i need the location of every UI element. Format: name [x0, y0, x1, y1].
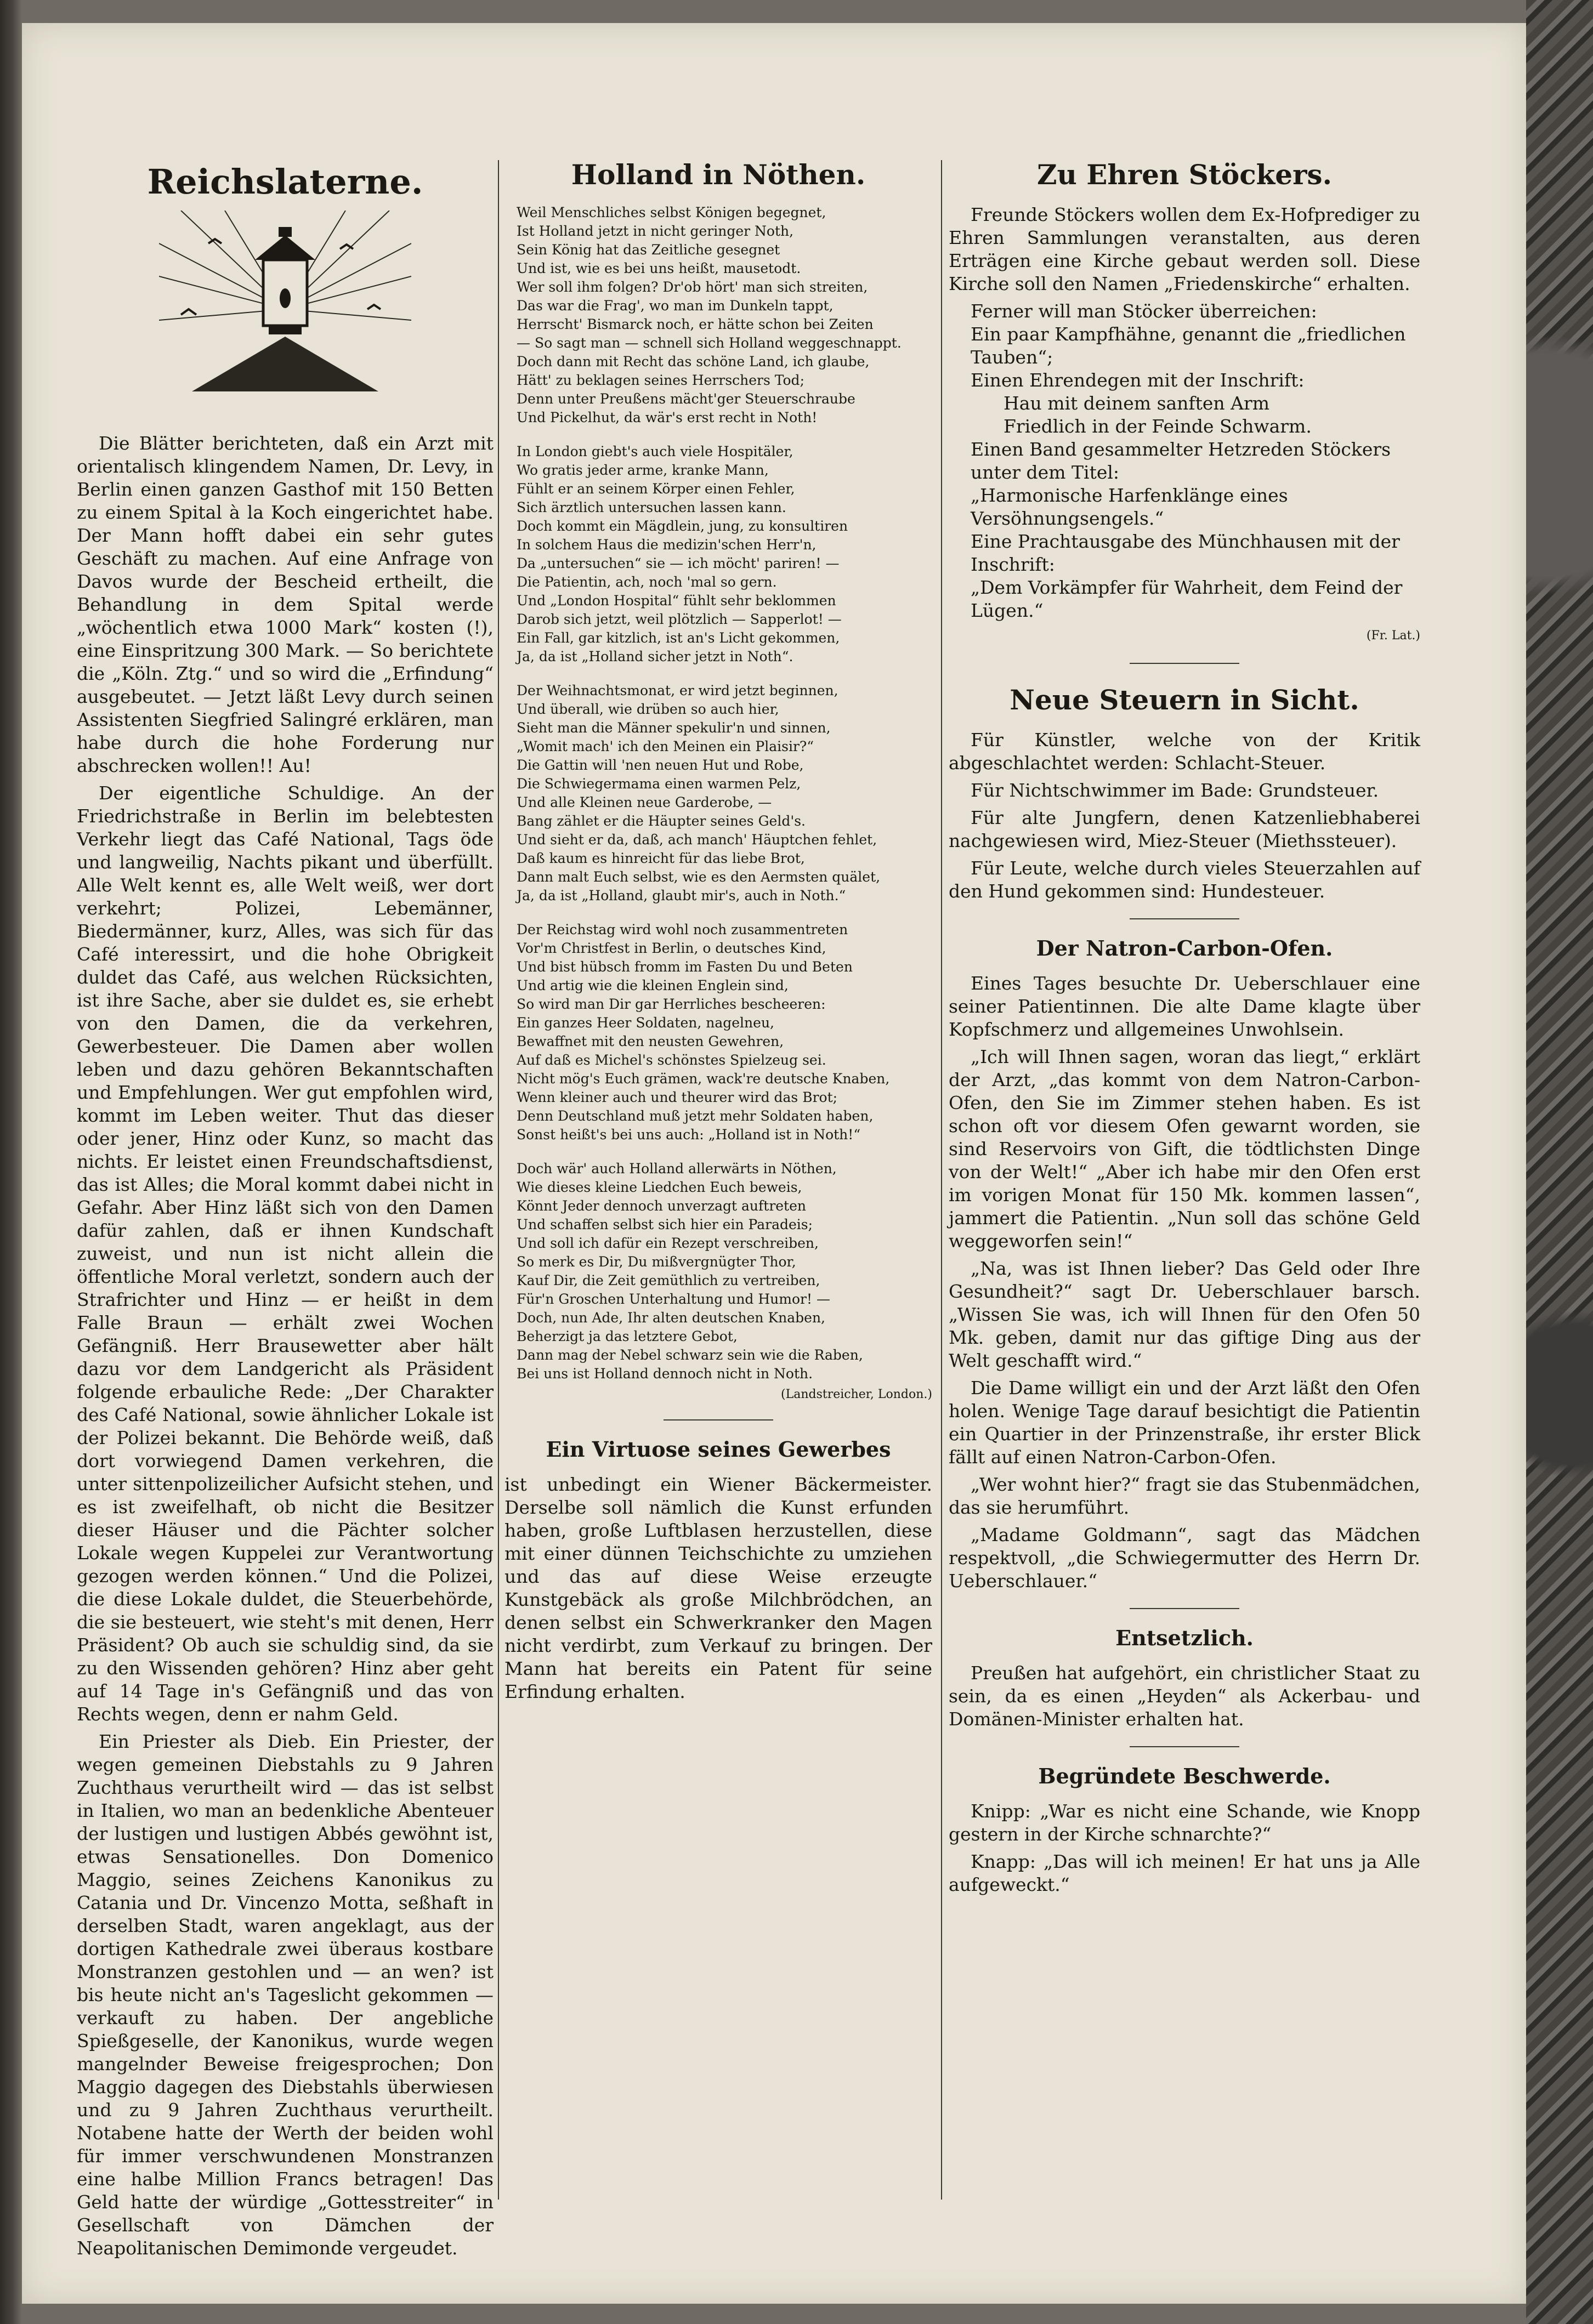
- steuern-paragraph: Für Künstler, welche von der Kritik abgeschlachtet werden: Schlacht-Steuer.: [949, 729, 1420, 774]
- poem-stanza: [517, 1160, 932, 1404]
- stoecker-credit: (Fr. Lat.): [1366, 629, 1420, 643]
- entsetzlich-title: Entsetzlich.: [1115, 1626, 1254, 1650]
- poem-line: Wie dieses kleine Liedchen Euch beweis,: [517, 1179, 802, 1195]
- ofen-paragraph: „Wer wohnt hier?“ fragt sie das Stubenmädchen, das sie herumführt.: [949, 1474, 1420, 1518]
- stoecker-line: „Harmonische Harfenklänge eines Versöhnungsengels.“: [971, 485, 1288, 529]
- column-left: [77, 160, 494, 2264]
- poem-line: Die Gattin will 'nen neuen Hut und Robe,: [517, 757, 804, 773]
- steuern-paragraph: Für Leute, welche durch vieles Steuerzahlen auf den Hund gekommen sind: Hundesteuer.: [949, 857, 1420, 902]
- poem-line: Doch kommt ein Mägdlein, jung, zu konsultiren: [517, 518, 848, 534]
- poem-line: Und ist, wie es bei uns heißt, mausetodt.: [517, 260, 801, 276]
- section-divider: [1130, 663, 1239, 664]
- holland-title: Holland in Nöthen.: [571, 158, 866, 191]
- poem-line: So wird man Dir gar Herrliches bescheeren:: [517, 996, 826, 1012]
- virtuose-title: Ein Virtuose seines Gewerbes: [546, 1437, 891, 1462]
- poem-line: Daß kaum es hinreicht für das liebe Brot,: [517, 850, 805, 866]
- holland-poem: [504, 203, 932, 1404]
- poem-line: Der Weihnachtsmonat, er wird jetzt beginnen,: [517, 683, 838, 698]
- poem-line: Ein ganzes Heer Soldaten, nagelneu,: [517, 1015, 774, 1031]
- poem-line: Für'n Groschen Unterhaltung und Humor! —: [517, 1291, 830, 1307]
- stoecker-intro: Freunde Stöckers wollen dem Ex-Hofprediger zu Ehren Sammlungen veranstalten, aus deren Erträgen eine Kirche gebaut werden soll. Diese Kirche soll den Namen „Friedenskirche“ erhalten.: [949, 204, 1420, 294]
- stoecker-line: „Dem Vorkämpfer für Wahrheit, dem Feind der Lügen.“: [971, 577, 1403, 621]
- poem-line: Und schaffen selbst sich hier ein Paradeis;: [517, 1217, 813, 1232]
- ofen-paragraph: „Madame Goldmann“, sagt das Mädchen respektvoll, „die Schwiegermutter des Herrn Dr. Ueberschlauer.“: [949, 1524, 1420, 1592]
- poem-line: Beherzigt ja das letztere Gebot,: [517, 1328, 738, 1344]
- poem-line: Und alle Kleinen neue Garderobe, —: [517, 794, 772, 810]
- poem-line: Doch dann mit Recht das schöne Land, ich glaube,: [517, 354, 870, 370]
- poem-line: Sich ärztlich untersuchen lassen kann.: [517, 499, 786, 515]
- poem-line: Doch, nun Ade, Ihr alten deutschen Knaben,: [517, 1310, 826, 1326]
- poem-line: Herrscht' Bismarck noch, er hätte schon bei Zeiten: [517, 316, 874, 332]
- poem-line: Ein Fall, gar kitzlich, ist an's Licht gekommen,: [517, 630, 840, 646]
- steuern-paragraph: Für alte Jungfern, denen Katzenliebhaberei nachgewiesen wird, Miez-Steuer (Miethssteuer).: [949, 807, 1420, 851]
- poem-line: — So sagt man — schnell sich Holland weggeschnappt.: [517, 335, 902, 351]
- poem-line: Bang zählet er die Häupter seines Geld's.: [517, 813, 806, 829]
- beschwerde-title: Begründete Beschwerde.: [1038, 1764, 1331, 1788]
- poem-line: Fühlt er an seinem Körper einen Fehler,: [517, 481, 795, 497]
- stoecker-line: Ferner will man Stöcker überreichen:: [971, 300, 1317, 322]
- poem-line: So merk es Dir, Du mißvergnügter Thor,: [517, 1254, 796, 1270]
- stoecker-line: Hau mit deinem sanften Arm: [1004, 393, 1270, 414]
- poem-line: In solchem Haus die medizin'schen Herr'n,: [517, 537, 817, 553]
- poem-line: Ja, da ist „Holland sicher jetzt in Noth“.: [517, 649, 793, 664]
- ofen-paragraph: Eines Tages besuchte Dr. Ueberschlauer eine seiner Patientinnen. Die alte Dame klagte über Kopfschmerz und allgemeines Unwohlsein.: [949, 973, 1420, 1040]
- poem-line: Darob sich jetzt, weil plötzlich — Sapperlot! —: [517, 611, 842, 627]
- reichslaterne-paragraph: Der eigentliche Schuldige. An der Friedrichstraße in Berlin im belebtesten Verkehr liegt das Café National, Tags öde und langweilig, Nachts pikant und überfüllt. Alle Welt kennt es, alle Welt weiß, wer dort verkehrt; Polizei, Lebemänner, Biedermänner, kurz, Alles, was sich für das Café interessirt, und die hohe Obrigkeit duldet das Café, aus welchen Rücksichten, ist ihre Sache, aber sie duldet es, sie erhebt von den Damen, die da verkehren, Gewerbesteuer. Die Damen aber wollen leben und dazu gehören Bekanntschaften und Empfehlungen. Wer gut empfohlen wird, kommt im Leben weiter. Thut das dieser oder jener, Hinz oder Kunz, so macht das nichts. Er leistet einen Freundschaftsdienst, das ist Alles; die Moral kommt dabei nicht in Gefahr. Aber Hinz läßt sich von den Damen dafür zahlen, daß er ihnen Kundschaft zuweist, und nun ist nicht allein die öffentliche Moral verletzt, sondern auch der Strafrichter und Hinz — er heißt in dem Falle Braun — erhält zwei Wochen Gefängniß. Herr Brausewetter aber hält dazu vor dem Landgericht als Präsident folgende erbauliche Rede: „Der Charakter des Café National, sowie ähnlicher Lokale ist der Polizei bekannt. Die Behörde weiß, daß dort vorwiegend Damen verkehren, die unter sittenpolizeilicher Aufsicht stehen, und es ist zweifelhaft, ob nicht die Besitzer dieser Häuser und die Pächter solcher Lokale wegen Kuppelei zur Verantwortung gezogen werden können.“ Und die Polizei, die diese Lokale duldet, die Steuerbehörde, die sie besteuert, wie steht's mit denen, Herr Präsident? Ob auch sie schuldig sind, da sie zu den Wissenden gehören? Hinz aber geht auf 14 Tage in's Gefängniß und das von Rechts wegen, denn er nahm Geld.: [77, 782, 494, 1725]
- stoecker-line: Eine Prachtausgabe des Münchhausen mit der Inschrift:: [971, 531, 1400, 575]
- steuern-paragraph: Für Nichtschwimmer im Bade: Grundsteuer.: [971, 780, 1379, 801]
- poem-line: Denn Deutschland muß jetzt mehr Soldaten haben,: [517, 1108, 874, 1124]
- section-divider: [1130, 918, 1239, 919]
- poem-line: Die Patientin, ach, noch 'mal so gern.: [517, 574, 777, 590]
- poem-line: Wenn kleiner auch und theurer wird das Brot;: [517, 1089, 838, 1105]
- poem-line: Und artig wie die kleinen Englein sind,: [517, 978, 789, 993]
- poem-line: Und soll ich dafür ein Rezept verschreiben,: [517, 1235, 819, 1251]
- reichslaterne-paragraph: Ein Priester als Dieb. Ein Priester, der wegen gemeinen Diebstahls zu 9 Jahren Zuchthaus verurtheilt wird — das ist selbst in Italien, wo man an bedenkliche Abenteuer der lustigen und lustigen Abbés gewöhnt ist, etwas Sensationelles. Don Domenico Maggio, seines Zeichens Kanonikus zu Catania und Dr. Vincenzo Motta, seßhaft in derselben Stadt, waren angeklagt, aus der dortigen Kathedrale zwei überaus kostbare Monstranzen gestohlen und — an wen? ist bis heute nicht an's Tageslicht gekommen — verkauft zu haben. Der angebliche Spießgeselle, der Kanonikus, wurde wegen mangelnder Beweise freigesprochen; Don Maggio dagegen des Diebstahls überwiesen und zu 9 Jahren Zuchthaus verurtheilt. Notabene hatte der Werth der beiden wohl für immer verschwundenen Monstranzen eine halbe Million Francs betragen! Das Geld hatte der würdige „Gottesstreiter“ in Gesellschaft von Dämchen der Neapolitanischen Demimonde vergeudet.: [77, 1731, 494, 2259]
- stoecker-line: Einen Band gesammelter Hetzreden Stöckers unter dem Titel:: [971, 439, 1391, 483]
- steuern-title: Neue Steuern in Sicht.: [1010, 684, 1359, 716]
- poem-line: „Womit mach' ich den Meinen ein Plaisir?“: [517, 738, 814, 754]
- poem-line: Denn unter Preußens mächt'ger Steuerschraube: [517, 391, 855, 407]
- poem-line: Wo gratis jeder arme, kranke Mann,: [517, 462, 769, 478]
- poem-line: Könnt Jeder dennoch unverzagt auftreten: [517, 1198, 807, 1214]
- poem-line: Da „untersuchen“ sie — ich möcht' pariren! —: [517, 555, 840, 571]
- poem-line: Und „London Hospital“ fühlt sehr beklommen: [517, 593, 836, 609]
- poem-line: Das war die Frag', wo man im Dunkeln tappt,: [517, 298, 834, 314]
- poem-line: Ist Holland jetzt in nicht geringer Noth,: [517, 223, 794, 239]
- ofen-title: Der Natron-Carbon-Ofen.: [1036, 936, 1333, 961]
- beschwerde-line: Knapp: „Das will ich meinen! Er hat uns ja Alle aufgeweckt.“: [949, 1851, 1420, 1895]
- stoecker-line: Friedlich in der Feinde Schwarm.: [1004, 416, 1312, 437]
- section-divider: [1130, 1746, 1239, 1747]
- ofen-paragraph: „Ich will Ihnen sagen, woran das liegt,“ erklärt der Arzt, „das kommt von dem Natron-Carbon-Ofen, den Sie im Zimmer stehen haben. Es ist schon oft vor diesem Ofen gewarnt worden, sie sind Reservoirs von Gift, die tödtlichsten Dinge von der Welt!“ „Aber ich habe mir den Ofen erst im vorigen Monat für 150 Mk. kommen lassen“, jammert die Patientin. „Nun soll das schöne Geld weggeworfen sein!“: [949, 1046, 1420, 1252]
- poem-line: Und sieht er da, daß, ach manch' Häuptchen fehlet,: [517, 832, 877, 848]
- poem-stanza: [517, 681, 932, 905]
- poem-line: Auf daß es Michel's schönstes Spielzeug sei.: [517, 1052, 826, 1068]
- newspaper-page: [22, 23, 1526, 2304]
- poem-line: Sein König hat das Zeitliche gesegnet: [517, 242, 780, 258]
- stoecker-line: Einen Ehrendegen mit der Inschrift:: [971, 370, 1305, 391]
- poem-line: Dann malt Euch selbst, wie es den Aermsten quälet,: [517, 869, 881, 885]
- poem-stanza: [517, 203, 932, 427]
- poem-line: Vor'm Christfest in Berlin, o deutsches Kind,: [517, 940, 826, 956]
- reichslaterne-title: Reichslaterne.: [147, 162, 423, 202]
- column-rule: [941, 160, 942, 2200]
- poem-line: In London giebt's auch viele Hospitäler,: [517, 444, 793, 459]
- entsetzlich-text: Preußen hat aufgehört, ein christlicher Staat zu sein, da es einen „Heyden“ als Ackerbau- und Domänen-Minister erhalten hat.: [949, 1662, 1420, 1730]
- stoecker-list: [949, 300, 1420, 647]
- column-right: [949, 157, 1420, 1901]
- poem-line: Weil Menschliches selbst Königen begegnet,: [517, 204, 826, 220]
- poem-line: Sonst heißt's bei uns auch: „Holland ist in Noth!“: [517, 1127, 861, 1143]
- column-middle: [504, 157, 932, 1708]
- lantern-illustration: [159, 211, 411, 413]
- ofen-paragraph: „Na, was ist Ihnen lieber? Das Geld oder Ihre Gesundheit?“ sagt Dr. Ueberschlauer barsch. „Wissen Sie was, ich will Ihnen für den Ofen 50 Mk. geben, damit nur das giftige Ding aus der Welt geschafft wird.“: [949, 1258, 1420, 1371]
- poem-line: Und überall, wie drüben so auch hier,: [517, 701, 779, 717]
- poem-line: Hätt' zu beklagen seines Herrschers Tod;: [517, 372, 804, 388]
- stoecker-line: Ein paar Kampfhähne, genannt die „friedlichen Tauben“;: [971, 323, 1406, 368]
- poem-line: Kauf Dir, die Zeit gemüthlich zu vertreiben,: [517, 1272, 820, 1288]
- virtuose-text: ist unbedingt ein Wiener Bäckermeister. Derselbe soll nämlich die Kunst erfunden haben, große Luftblasen herzustellen, diese mit einer dünnen Teichschichte zu umziehen und das auf diese Weise erzeugte Kunstgebäck als große Milchbrödchen, an denen selbst ein Schwerkranker den Magen nicht verdirbt, zum Verkauf zu bringen. Der Mann hat bereits ein Patent für seine Erfindung erhalten.: [504, 1474, 932, 1702]
- poem-stanza: [517, 442, 932, 666]
- ofen-paragraph: Die Dame willigt ein und der Arzt läßt den Ofen holen. Wenige Tage darauf besichtigt die Patientin ein Quartier in der Prinzenstraße, ihr erster Blick fällt auf einen Natron-Carbon-Ofen.: [949, 1377, 1420, 1468]
- poem-line: Bei uns ist Holland dennoch nicht in Noth.: [517, 1366, 813, 1382]
- poem-line: Und bist hübsch fromm im Fasten Du und Beten: [517, 959, 853, 975]
- poem-credit: (Landstreicher, London.): [781, 1388, 932, 1401]
- poem-line: Doch wär' auch Holland allerwärts in Nöthen,: [517, 1161, 837, 1177]
- poem-line: Nicht mög's Euch grämen, wack're deutsche Knaben,: [517, 1071, 890, 1087]
- poem-line: Die Schwiegermama einen warmen Pelz,: [517, 776, 801, 792]
- poem-line: Der Reichstag wird wohl noch zusammentreten: [517, 922, 848, 937]
- poem-line: Dann mag der Nebel schwarz sein wie die Raben,: [517, 1347, 863, 1363]
- section-divider: [1130, 1608, 1239, 1609]
- poem-stanza: [517, 920, 932, 1144]
- poem-line: Bewaffnet mit den neusten Gewehren,: [517, 1033, 784, 1049]
- column-rule: [498, 160, 499, 2200]
- book-binding: [0, 0, 22, 2324]
- marbled-edge: [1526, 0, 1593, 2324]
- section-divider: [664, 1419, 773, 1420]
- poem-line: Und Pickelhut, da wär's erst recht in Noth!: [517, 410, 818, 425]
- stoecker-title: Zu Ehren Stöckers.: [1037, 158, 1332, 191]
- poem-line: Wer soll ihm folgen? Dr'ob hört' man sich streiten,: [517, 279, 868, 295]
- poem-line: Ja, da ist „Holland, glaubt mir's, auch in Noth.“: [517, 888, 846, 904]
- beschwerde-line: Knipp: „War es nicht eine Schande, wie Knopp gestern in der Kirche schnarchte?“: [949, 1800, 1420, 1845]
- poem-line: Sieht man die Männer spekulir'n und sinnen,: [517, 720, 831, 736]
- reichslaterne-paragraph: Die Blätter berichteten, daß ein Arzt mit orientalisch klingendem Namen, Dr. Levy, in Berlin einen ganzen Gasthof mit 150 Betten zu einem Spital à la Koch eingerichtet habe. Der Mann hofft dabei ein sehr gutes Geschäft zu machen. Auf eine Anfrage von Davos wurde der Bescheid ertheilt, die Behandlung in dem Spital werde „wöchentlich etwa 1000 Mark“ kosten (!), eine Einspritzung 300 Mark. — So berichtete die „Köln. Ztg.“ und so wird die „Erfindung“ ausgebeutet. — Jetzt läßt Levy durch seinen Assistenten Siegfried Salingré erklären, man habe durch die hohe Forderung nur abschrecken wollen!! Au!: [77, 433, 494, 776]
